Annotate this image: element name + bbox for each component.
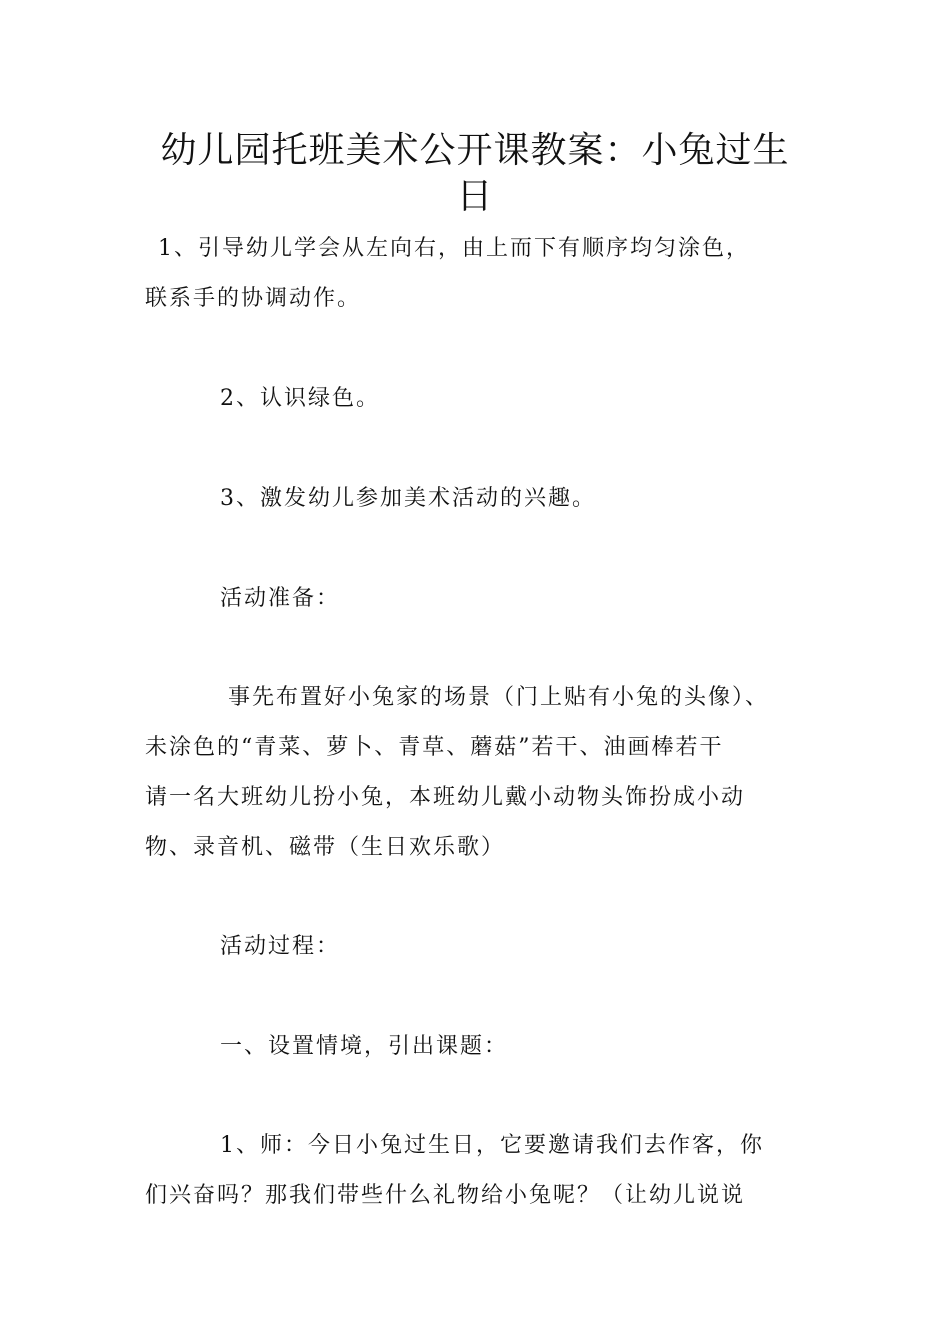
title-line-1: 幼儿园托班美术公开课教案：小兔过生	[160, 130, 790, 171]
title-line-2: 日	[456, 176, 494, 217]
paragraph-line: 请一名大班幼儿扮小兔，本班幼儿戴小动物头饰扮成小动	[145, 785, 746, 810]
paragraph-line: 事先布置好小兔家的场景（门上贴有小兔的头像）、	[228, 685, 770, 710]
paragraph-line: 物、录音机、磁带（生日欢乐歌）	[145, 835, 506, 860]
paragraph-line: 1、师：今日小兔过生日，它要邀请我们去作客，你	[220, 1133, 764, 1158]
document-title	[140, 128, 810, 220]
section-heading: 活动过程：	[220, 934, 341, 959]
section-heading: 活动准备：	[220, 586, 341, 611]
paragraph-line: 联系手的协调动作。	[145, 286, 362, 311]
paragraph-line: 未涂色的“青菜、萝卜、青草、蘑菇”若干、油画棒若干	[145, 735, 724, 760]
section-heading: 一、设置情境，引出课题：	[220, 1034, 509, 1059]
paragraph-line: 3、激发幼儿参加美术活动的兴趣。	[220, 486, 596, 511]
paragraph-line: 1、引导幼儿学会从左向右，由上而下有顺序均匀涂色，	[158, 236, 750, 261]
paragraph-line: 们兴奋吗？那我们带些什么礼物给小兔呢？（让幼儿说说	[145, 1183, 746, 1208]
paragraph-line: 2、认识绿色。	[220, 386, 380, 411]
